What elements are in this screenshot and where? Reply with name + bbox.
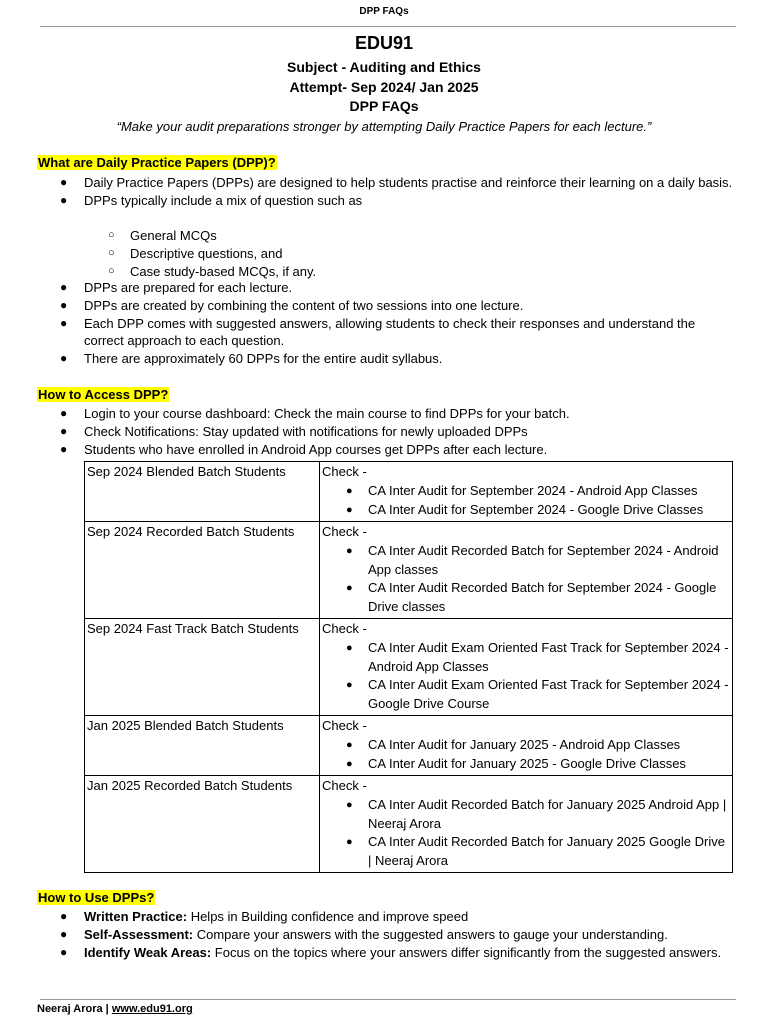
course-link[interactable]: ● CA Inter Audit for September 2024 - Android App Classes (368, 482, 730, 501)
table-row (85, 716, 733, 776)
bullet-icon: ● (346, 485, 353, 497)
course-link[interactable]: ● CA Inter Audit Exam Oriented Fast Track for September 2024 - Android App Classes (346, 640, 729, 674)
bullet-icon: ● (346, 836, 353, 848)
bullet-icon: ● (60, 316, 68, 330)
bullet-icon: ● (60, 175, 68, 189)
footer (37, 1003, 193, 1015)
section-title-how-to-access: How to Access DPP? (38, 387, 169, 402)
bullet-icon: ● (346, 799, 353, 811)
intro-quote: “Make your audit preparations stronger by attempting Daily Practice Papers for each lecture.” (116, 119, 652, 134)
course-link-list (322, 736, 730, 773)
bullet-icon: ● (346, 503, 353, 516)
bullet-icon: ● (60, 406, 68, 420)
table-row (85, 619, 733, 716)
tip-label: Self-Assessment: (84, 927, 194, 942)
hollow-bullet-icon: ○ (108, 229, 115, 241)
course-link[interactable]: ● CA Inter Audit Recorded Batch for September 2024 - Android App classes (346, 543, 719, 577)
check-cell (320, 716, 733, 776)
bullet-icon: ● (346, 739, 353, 751)
tip-label: Written Practice: (84, 909, 188, 924)
brand-title: EDU91 (354, 33, 414, 53)
hollow-bullet-icon: ○ (108, 247, 115, 259)
question-types-sublist (108, 227, 730, 281)
subject-line: Subject - Auditing and Ethics (287, 59, 481, 75)
course-link-list (322, 482, 730, 519)
doc-title: DPP FAQs (349, 98, 419, 114)
course-link-list (322, 639, 730, 713)
bullet-icon: ● (346, 642, 353, 654)
footer-divider (40, 999, 736, 1000)
list-item: ● Written Practice: Helps in Building confidence and improve speed (60, 909, 469, 924)
hollow-bullet-icon: ○ (108, 265, 115, 277)
bullet-icon: ● (60, 927, 68, 941)
footer-separator: | (102, 1003, 112, 1015)
list-item: ● There are approximately 60 DPPs for the entire audit syllabus. (60, 351, 443, 366)
list-item: ● DPPs are prepared for each lecture. (60, 280, 293, 295)
bullet-icon: ● (60, 280, 68, 294)
list-item: ● Each DPP comes with suggested answers, allowing students to check their responses and understand the correct approach to each question. (60, 316, 696, 348)
attempt-line: Attempt- Sep 2024/ Jan 2025 (289, 79, 479, 95)
list-item: ● DPPs are created by combining the content of two sessions into one lecture. (60, 298, 524, 313)
check-cell (320, 522, 733, 619)
table-row (85, 776, 733, 873)
course-link[interactable]: ● CA Inter Audit Exam Oriented Fast Track for September 2024 - Google Drive Course (346, 677, 729, 711)
list-item: ● Self-Assessment: Compare your answers with the suggested answers to gauge your understanding. (60, 927, 668, 942)
sub-list-item: ○ Case study-based MCQs, if any. (108, 264, 317, 279)
course-link[interactable]: ● CA Inter Audit Recorded Batch for January 2025 Android App | Neeraj Arora (346, 797, 727, 831)
table-row (85, 522, 733, 619)
bullet-icon: ● (60, 424, 68, 438)
bullet-icon: ● (60, 442, 68, 456)
check-cell (320, 776, 733, 873)
course-link[interactable]: ● CA Inter Audit for January 2025 - Google Drive Classes (368, 755, 730, 774)
check-label: Check - (322, 621, 367, 636)
running-header: DPP FAQs (359, 6, 409, 17)
list-item: ● Check Notifications: Stay updated with notifications for newly uploaded DPPs (60, 424, 528, 439)
section-title-what-are-dpp: What are Daily Practice Papers (DPP)? (38, 155, 276, 170)
batch-cell: Jan 2025 Blended Batch Students (85, 716, 320, 776)
table-row (85, 462, 733, 522)
check-label: Check - (322, 524, 367, 539)
sub-list-item: ○ Descriptive questions, and (108, 246, 283, 261)
bullet-icon: ● (346, 679, 353, 691)
access-steps-list (60, 405, 734, 459)
course-link[interactable]: ● CA Inter Audit for September 2024 - Google Drive Classes (368, 501, 730, 520)
bullet-icon: ● (60, 909, 68, 923)
course-link[interactable]: ● CA Inter Audit for January 2025 - Android App Classes (368, 736, 730, 755)
batch-cell: Sep 2024 Recorded Batch Students (85, 522, 320, 619)
check-label: Check - (322, 464, 367, 479)
sub-list-item: ○ General MCQs (108, 228, 217, 243)
course-link-list (322, 796, 730, 870)
list-item: ● Identify Weak Areas: Focus on the topics where your answers differ significantly from the suggested answers. (60, 945, 722, 960)
usage-tips-list (60, 908, 734, 962)
tip-label: Identify Weak Areas: (84, 945, 212, 960)
course-link[interactable]: ● CA Inter Audit Recorded Batch for January 2025 Google Drive | Neeraj Arora (346, 834, 725, 868)
footer-author: Neeraj Arora (37, 1003, 103, 1015)
batch-cell: Jan 2025 Recorded Batch Students (85, 776, 320, 873)
check-label: Check - (322, 778, 367, 793)
dpp-definition-list (60, 174, 734, 210)
website-link[interactable]: www.edu91.org (111, 1003, 193, 1015)
batch-access-table (84, 461, 733, 873)
list-item: ● DPPs typically include a mix of question such as (60, 193, 363, 208)
header-divider (40, 26, 736, 27)
bullet-icon: ● (346, 582, 353, 594)
dpp-details-list (60, 279, 734, 368)
bullet-icon: ● (346, 545, 353, 557)
bullet-icon: ● (60, 351, 68, 365)
bullet-icon: ● (346, 757, 353, 770)
bullet-icon: ● (60, 193, 68, 207)
check-cell (320, 619, 733, 716)
bullet-icon: ● (60, 945, 68, 959)
list-item: ● Login to your course dashboard: Check the main course to find DPPs for your batch. (60, 406, 570, 421)
batch-cell: Sep 2024 Blended Batch Students (85, 462, 320, 522)
check-cell (320, 462, 733, 522)
list-item: ● Students who have enrolled in Android App courses get DPPs after each lecture. (60, 442, 548, 457)
batch-cell: Sep 2024 Fast Track Batch Students (85, 619, 320, 716)
list-item: ● Daily Practice Papers (DPPs) are designed to help students practise and reinforce their learning on a daily basis. (60, 175, 733, 190)
check-label: Check - (322, 718, 367, 733)
course-link[interactable]: ● CA Inter Audit Recorded Batch for September 2024 - Google Drive classes (346, 580, 717, 614)
course-link-list (322, 542, 730, 616)
section-title-how-to-use: How to Use DPPs? (38, 890, 155, 905)
bullet-icon: ● (60, 298, 68, 312)
